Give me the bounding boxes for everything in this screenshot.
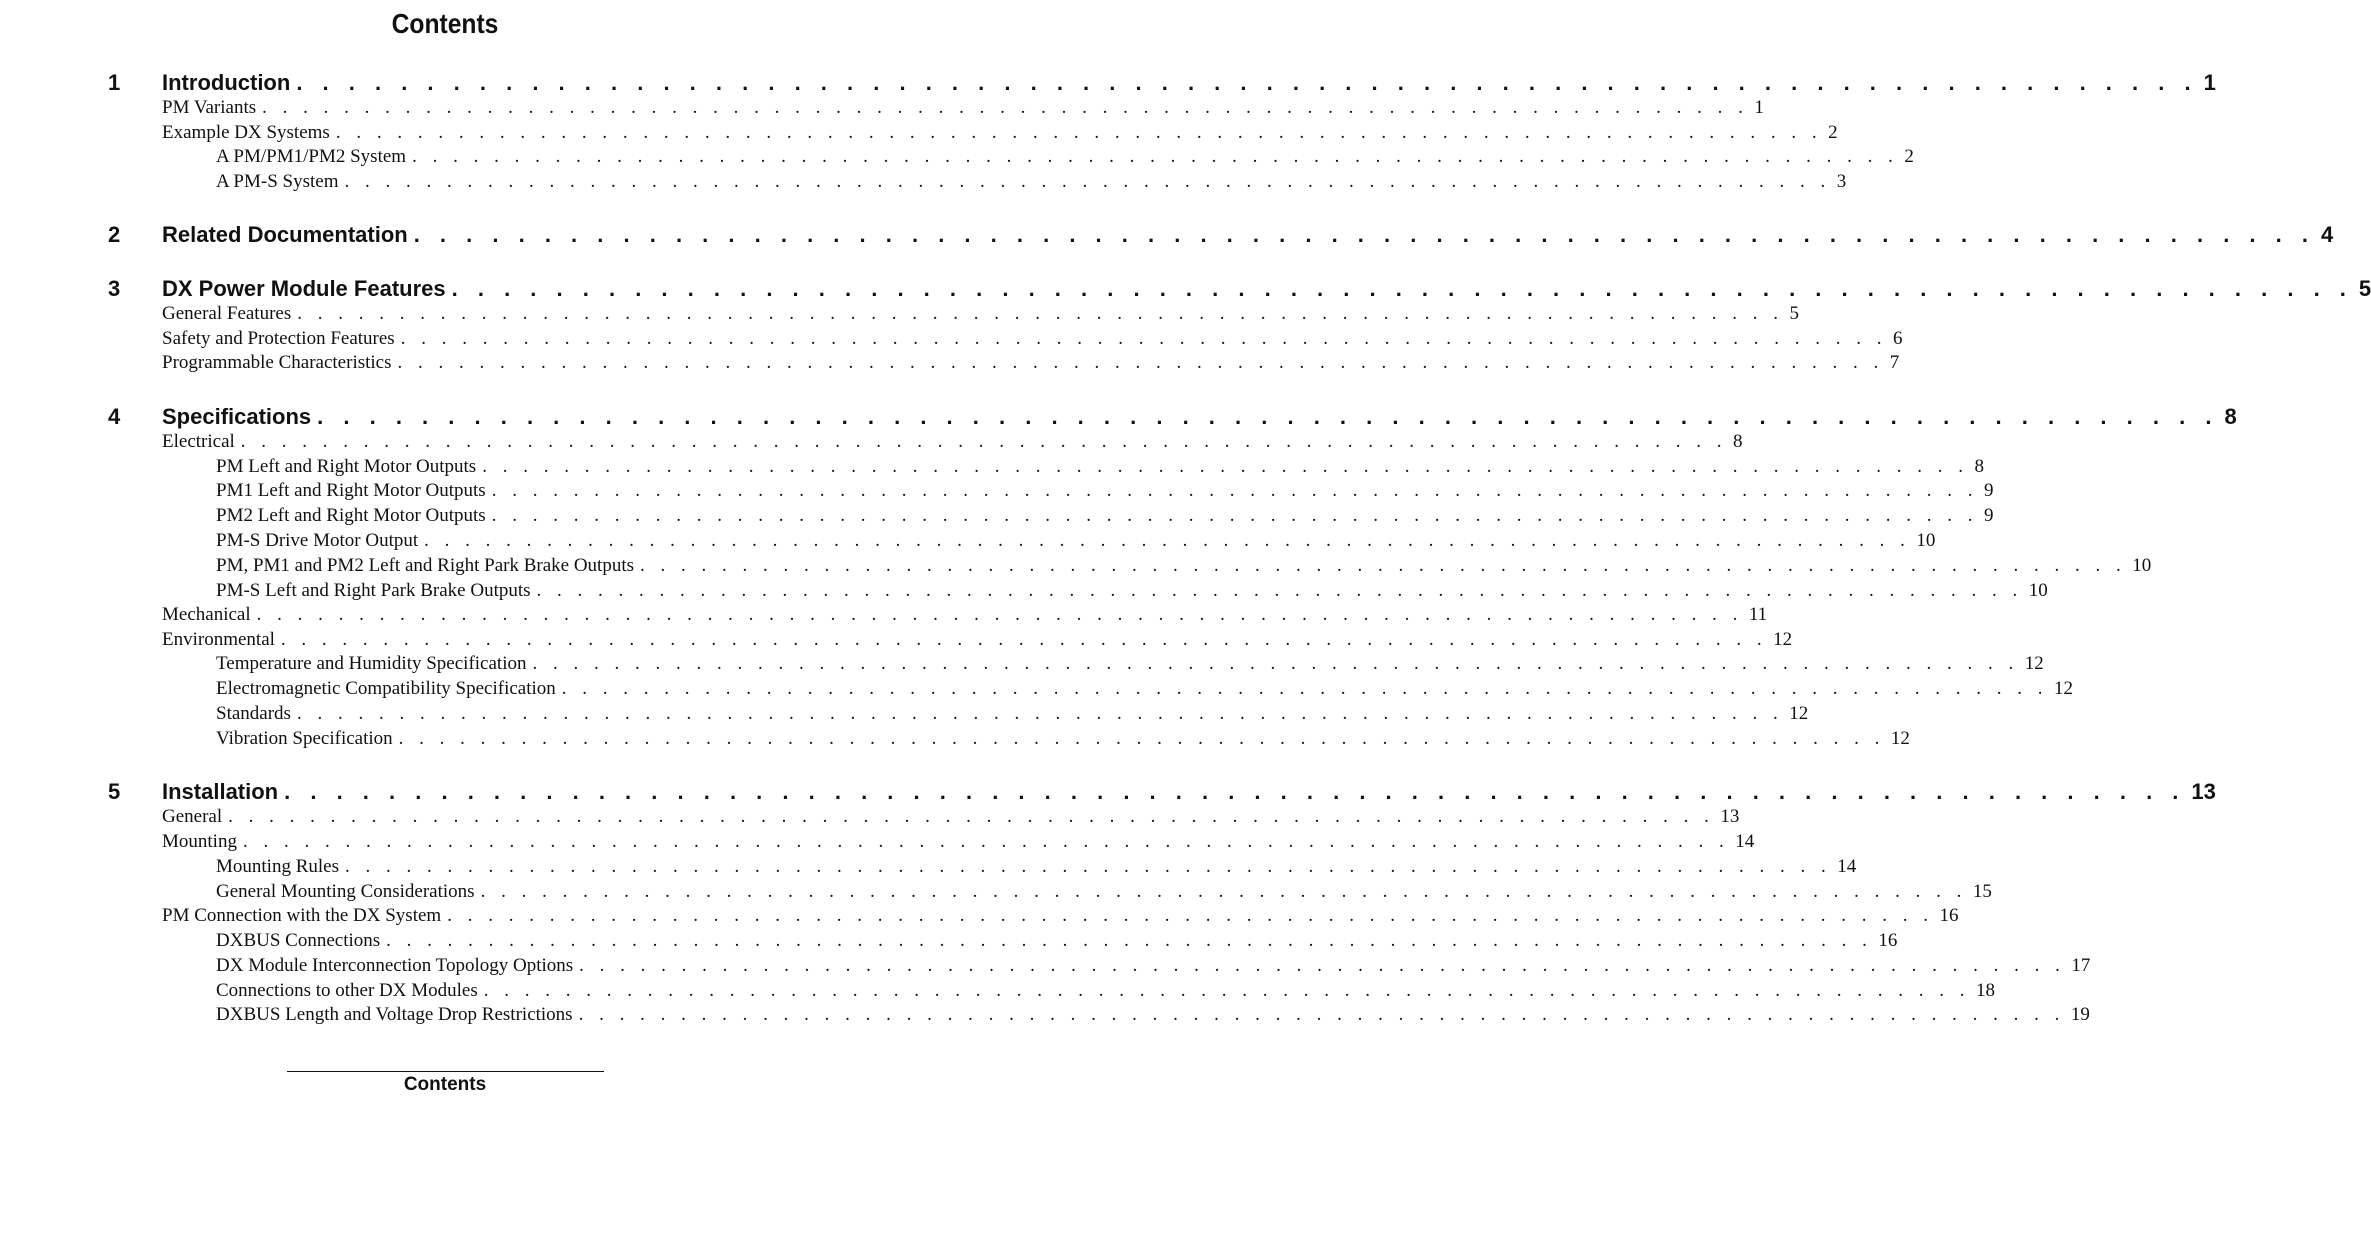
dot-leader: . . . . . . . . . . . . . . . . . . . . . . . . . . . . . . . . . . . . . . . . . . . . . . . . . . . . . . . . . . . . . . . . . . . . . . . . . — [536, 580, 2023, 601]
toc-entry[interactable] — [216, 856, 1857, 878]
dot-leader: . . . . . . . . . . . . . . . . . . . . . . . . . . . . . . . . . . . . . . . . . . . . . . . . . . . . . . . . . . . . . . . . . . . . . . . . . — [262, 97, 1749, 118]
entry-title: General Mounting Considerations — [216, 881, 475, 902]
dot-leader: . . . . . . . . . . . . . . . . . . . . . . . . . . . . . . . . . . . . . . . . . . . . . . . . . . . . . . . . . . . . . . . . . . . . . . . . . — [491, 505, 1978, 526]
entry-title: General Features — [162, 303, 292, 324]
toc-entry[interactable] — [162, 806, 1740, 828]
toc-chapter-link[interactable] — [162, 70, 2216, 96]
dot-leader: . . . . . . . . . . . . . . . . . . . . . . . . . . . . . . . . . . . . . . . . . . . . . . . . . . . . . . . . . . . . . . . . . . . . . . . . . — [400, 328, 1887, 349]
page-number: 4 — [2321, 222, 2334, 247]
toc-entry[interactable] — [162, 629, 1793, 651]
dot-leader: . . . . . . . . . . . . . . . . . . . . . . . . . . . . . . . . . . . . . . . . . . . . . . . . . . . . . . . . . . . . . . . . . . . . . . . . . — [296, 703, 1784, 724]
entry-title: PM Connection with the DX System — [162, 905, 442, 926]
entry-title: PM Variants — [162, 97, 257, 118]
page-number: 8 — [1974, 456, 1984, 477]
page-number: 14 — [1735, 831, 1755, 852]
page-title: Contents — [391, 8, 499, 39]
toc-entry[interactable] — [162, 352, 1900, 374]
entry-title: Example DX Systems — [162, 122, 330, 143]
page-number: 17 — [2071, 955, 2091, 976]
page-number: 13 — [1720, 806, 1740, 827]
page-number: 2 — [1904, 146, 1914, 167]
toc-entry[interactable] — [162, 303, 1799, 325]
toc-entry[interactable] — [216, 505, 1994, 527]
entry-title: A PM/PM1/PM2 System — [216, 146, 407, 167]
chapter-number: 2 — [108, 222, 121, 247]
toc-entry[interactable] — [162, 431, 1743, 453]
toc-chapter-link[interactable] — [162, 779, 2216, 805]
page-number: 16 — [1878, 930, 1898, 951]
toc-entry[interactable] — [216, 678, 2074, 700]
entry-title: PM1 Left and Right Motor Outputs — [216, 480, 486, 501]
entry-title: A PM-S System — [216, 171, 339, 192]
toc-entry[interactable] — [162, 122, 1838, 144]
dot-leader: . . . . . . . . . . . . . . . . . . . . . . . . . . . . . . . . . . . . . . . . . . . . . . . . . . . . . . . . . . . . . . . . . . . . . . . . . — [335, 122, 1823, 143]
dot-leader: . . . . . . . . . . . . . . . . . . . . . . . . . . . . . . . . . . . . . . . . . . . . . . . . . . . . . . . . . . . . . . . . . . . . . . . . . — [451, 276, 2353, 301]
page-number: 3 — [1836, 171, 1847, 192]
toc-entry[interactable] — [216, 980, 1996, 1002]
page-number: 12 — [1773, 629, 1793, 650]
chapter-number: 4 — [108, 404, 121, 429]
entry-title: Temperature and Humidity Specification — [216, 653, 527, 674]
entry-title: Electromagnetic Compatibility Specification — [216, 678, 556, 699]
dot-leader: . . . . . . . . . . . . . . . . . . . . . . . . . . . . . . . . . . . . . . . . . . . . . . . . . . . . . . . . . . . . . . . . . . . . . . . . . — [296, 70, 2198, 95]
dot-leader: . . . . . . . . . . . . . . . . . . . . . . . . . . . . . . . . . . . . . . . . . . . . . . . . . . . . . . . . . . . . . . . . . . . . . . . . . — [640, 555, 2127, 576]
entry-title: Standards — [216, 703, 291, 724]
page-number: 9 — [1983, 505, 1994, 526]
dot-leader: . . . . . . . . . . . . . . . . . . . . . . . . . . . . . . . . . . . . . . . . . . . . . . . . . . . . . . . . . . . . . . . . . . . . . . . . . — [532, 653, 2019, 674]
dot-leader: . . . . . . . . . . . . . . . . . . . . . . . . . . . . . . . . . . . . . . . . . . . . . . . . . . . . . . . . . . . . . . . . . . . . . . . . . — [482, 456, 1969, 477]
page-number: 19 — [2070, 1004, 2090, 1025]
page-number: 12 — [2054, 678, 2074, 699]
page-number: 8 — [2224, 404, 2237, 429]
entry-title: DX Module Interconnection Topology Options — [216, 955, 574, 976]
toc-entry[interactable] — [216, 171, 1847, 193]
chapter-number: 1 — [108, 70, 121, 95]
dot-leader: . . . . . . . . . . . . . . . . . . . . . . . . . . . . . . . . . . . . . . . . . . . . . . . . . . . . . . . . . . . . . . . . . . . . . . . . . — [412, 146, 1899, 167]
toc-entry[interactable] — [216, 1004, 2090, 1026]
page-number: 5 — [2358, 276, 2371, 301]
toc-entry[interactable] — [216, 703, 1809, 725]
toc-entry[interactable] — [216, 653, 2044, 675]
toc-entry[interactable] — [162, 328, 1903, 350]
toc-entry[interactable] — [162, 831, 1755, 853]
page-number: 12 — [1890, 728, 1910, 749]
dot-leader: . . . . . . . . . . . . . . . . . . . . . . . . . . . . . . . . . . . . . . . . . . . . . . . . . . . . . . . . . . . . . . . . . . . . . . . . . — [578, 1004, 2065, 1025]
dot-leader: . . . . . . . . . . . . . . . . . . . . . . . . . . . . . . . . . . . . . . . . . . . . . . . . . . . . . . . . . . . . . . . . . . . . . . . . . — [297, 303, 1784, 324]
page-number: 8 — [1733, 431, 1743, 452]
dot-leader: . . . . . . . . . . . . . . . . . . . . . . . . . . . . . . . . . . . . . . . . . . . . . . . . . . . . . . . . . . . . . . . . . . . . . . . . . — [256, 604, 1743, 625]
toc-entry[interactable] — [162, 604, 1768, 626]
page-number: 15 — [1972, 881, 1992, 902]
dot-leader: . . . . . . . . . . . . . . . . . . . . . . . . . . . . . . . . . . . . . . . . . . . . . . . . . . . . . . . . . . . . . . . . . . . . . . . . . — [424, 530, 1911, 551]
page-footer: Contents — [403, 1074, 487, 1095]
entry-title: DXBUS Length and Voltage Drop Restrictions — [216, 1004, 573, 1025]
entry-title: PM-S Drive Motor Output — [216, 530, 419, 551]
page-number: 1 — [1754, 97, 1764, 118]
toc-entry[interactable] — [216, 530, 1936, 552]
page-number: 11 — [1748, 604, 1768, 625]
dot-leader: . . . . . . . . . . . . . . . . . . . . . . . . . . . . . . . . . . . . . . . . . . . . . . . . . . . . . . . . . . . . . . . . . . . . . . . . . — [561, 678, 2049, 699]
toc-entry[interactable] — [216, 728, 1910, 750]
entry-title: DXBUS Connections — [216, 930, 381, 951]
dot-leader: . . . . . . . . . . . . . . . . . . . . . . . . . . . . . . . . . . . . . . . . . . . . . . . . . . . . . . . . . . . . . . . . . . . . . . . . . — [480, 881, 1967, 902]
page-number: 16 — [1939, 905, 1959, 926]
toc-entry[interactable] — [216, 580, 2048, 602]
page-number: 6 — [1892, 328, 1903, 349]
page-number: 12 — [2024, 653, 2044, 674]
entry-title: PM Left and Right Motor Outputs — [216, 456, 477, 477]
page-number: 2 — [1828, 122, 1838, 143]
page-number: 10 — [2028, 580, 2048, 601]
chapter-number: 5 — [108, 779, 121, 804]
page-number: 18 — [1976, 980, 1996, 1001]
toc-chapter-link[interactable] — [162, 404, 2237, 430]
entry-title: PM2 Left and Right Motor Outputs — [216, 505, 486, 526]
dot-leader: . . . . . . . . . . . . . . . . . . . . . . . . . . . . . . . . . . . . . . . . . . . . . . . . . . . . . . . . . . . . . . . . . . . . . . . . . — [284, 779, 2186, 804]
dot-leader: . . . . . . . . . . . . . . . . . . . . . . . . . . . . . . . . . . . . . . . . . . . . . . . . . . . . . . . . . . . . . . . . . . . . . . . . . — [483, 980, 1971, 1001]
toc-entry[interactable] — [216, 930, 1898, 952]
toc-entry[interactable] — [216, 881, 1992, 903]
entry-title: Electrical — [162, 431, 235, 452]
entry-title: Vibration Specification — [216, 728, 393, 749]
dot-leader: . . . . . . . . . . . . . . . . . . . . . . . . . . . . . . . . . . . . . . . . . . . . . . . . . . . . . . . . . . . . . . . . . . . . . . . . . — [447, 905, 1934, 926]
page-number: 12 — [1789, 703, 1809, 724]
page-number: 5 — [1789, 303, 1799, 324]
chapter-title: DX Power Module Features — [162, 276, 446, 301]
dot-leader: . . . . . . . . . . . . . . . . . . . . . . . . . . . . . . . . . . . . . . . . . . . . . . . . . . . . . . . . . . . . . . . . . . . . . . . . . — [413, 222, 2315, 247]
entry-title: Programmable Characteristics — [162, 352, 392, 373]
dot-leader: . . . . . . . . . . . . . . . . . . . . . . . . . . . . . . . . . . . . . . . . . . . . . . . . . . . . . . . . . . . . . . . . . . . . . . . . . — [398, 728, 1885, 749]
page-number: 10 — [2132, 555, 2152, 576]
toc-entry[interactable] — [162, 905, 1959, 927]
dot-leader: . . . . . . . . . . . . . . . . . . . . . . . . . . . . . . . . . . . . . . . . . . . . . . . . . . . . . . . . . . . . . . . . . . . . . . . . . — [386, 930, 1873, 951]
dot-leader: . . . . . . . . . . . . . . . . . . . . . . . . . . . . . . . . . . . . . . . . . . . . . . . . . . . . . . . . . . . . . . . . . . . . . . . . . — [397, 352, 1884, 373]
entry-title: Mounting Rules — [216, 856, 339, 877]
toc-entry[interactable] — [216, 480, 1994, 502]
toc-chapter-link[interactable] — [162, 276, 2371, 302]
dot-leader: . . . . . . . . . . . . . . . . . . . . . . . . . . . . . . . . . . . . . . . . . . . . . . . . . . . . . . . . . . . . . . . . . . . . . . . . . — [344, 171, 1831, 192]
chapter-number: 3 — [108, 276, 121, 301]
chapter-title: Specifications — [162, 404, 312, 429]
toc-chapter-link[interactable] — [162, 222, 2334, 248]
page-number: 1 — [2203, 70, 2216, 95]
toc-entry[interactable] — [216, 146, 1914, 168]
dot-leader: . . . . . . . . . . . . . . . . . . . . . . . . . . . . . . . . . . . . . . . . . . . . . . . . . . . . . . . . . . . . . . . . . . . . . . . . . — [317, 404, 2219, 429]
chapter-title: Installation — [162, 779, 279, 804]
page-number: 9 — [1983, 480, 1994, 501]
chapter-title: Related Documentation — [162, 222, 408, 247]
toc-entry[interactable] — [216, 555, 2152, 577]
dot-leader: . . . . . . . . . . . . . . . . . . . . . . . . . . . . . . . . . . . . . . . . . . . . . . . . . . . . . . . . . . . . . . . . . . . . . . . . . — [491, 480, 1978, 501]
toc-entry[interactable] — [216, 955, 2091, 977]
entry-title: Safety and Protection Features — [162, 328, 395, 349]
entry-title: Environmental — [162, 629, 275, 650]
page-number: 14 — [1837, 856, 1857, 877]
entry-title: PM, PM1 and PM2 Left and Right Park Brake Outputs — [216, 555, 634, 576]
dot-leader: . . . . . . . . . . . . . . . . . . . . . . . . . . . . . . . . . . . . . . . . . . . . . . . . . . . . . . . . . . . . . . . . . . . . . . . . . — [579, 955, 2066, 976]
page-number: 10 — [1916, 530, 1936, 551]
footer-divider — [287, 1071, 604, 1072]
dot-leader: . . . . . . . . . . . . . . . . . . . . . . . . . . . . . . . . . . . . . . . . . . . . . . . . . . . . . . . . . . . . . . . . . . . . . . . . . — [240, 431, 1728, 452]
entry-title: PM-S Left and Right Park Brake Outputs — [216, 580, 531, 601]
entry-title: Mechanical — [162, 604, 251, 625]
chapter-title: Introduction — [162, 70, 291, 95]
dot-leader: . . . . . . . . . . . . . . . . . . . . . . . . . . . . . . . . . . . . . . . . . . . . . . . . . . . . . . . . . . . . . . . . . . . . . . . . . — [280, 629, 1768, 650]
dot-leader: . . . . . . . . . . . . . . . . . . . . . . . . . . . . . . . . . . . . . . . . . . . . . . . . . . . . . . . . . . . . . . . . . . . . . . . . . — [228, 806, 1715, 827]
entry-title: Mounting — [162, 831, 237, 852]
page-number: 13 — [2191, 779, 2216, 804]
entry-title: Connections to other DX Modules — [216, 980, 478, 1001]
toc-entry[interactable] — [162, 97, 1764, 119]
dot-leader: . . . . . . . . . . . . . . . . . . . . . . . . . . . . . . . . . . . . . . . . . . . . . . . . . . . . . . . . . . . . . . . . . . . . . . . . . — [242, 831, 1730, 852]
page-number: 7 — [1889, 352, 1900, 373]
entry-title: General — [162, 806, 223, 827]
dot-leader: . . . . . . . . . . . . . . . . . . . . . . . . . . . . . . . . . . . . . . . . . . . . . . . . . . . . . . . . . . . . . . . . . . . . . . . . . — [344, 856, 1832, 877]
toc-entry[interactable] — [216, 456, 1984, 478]
